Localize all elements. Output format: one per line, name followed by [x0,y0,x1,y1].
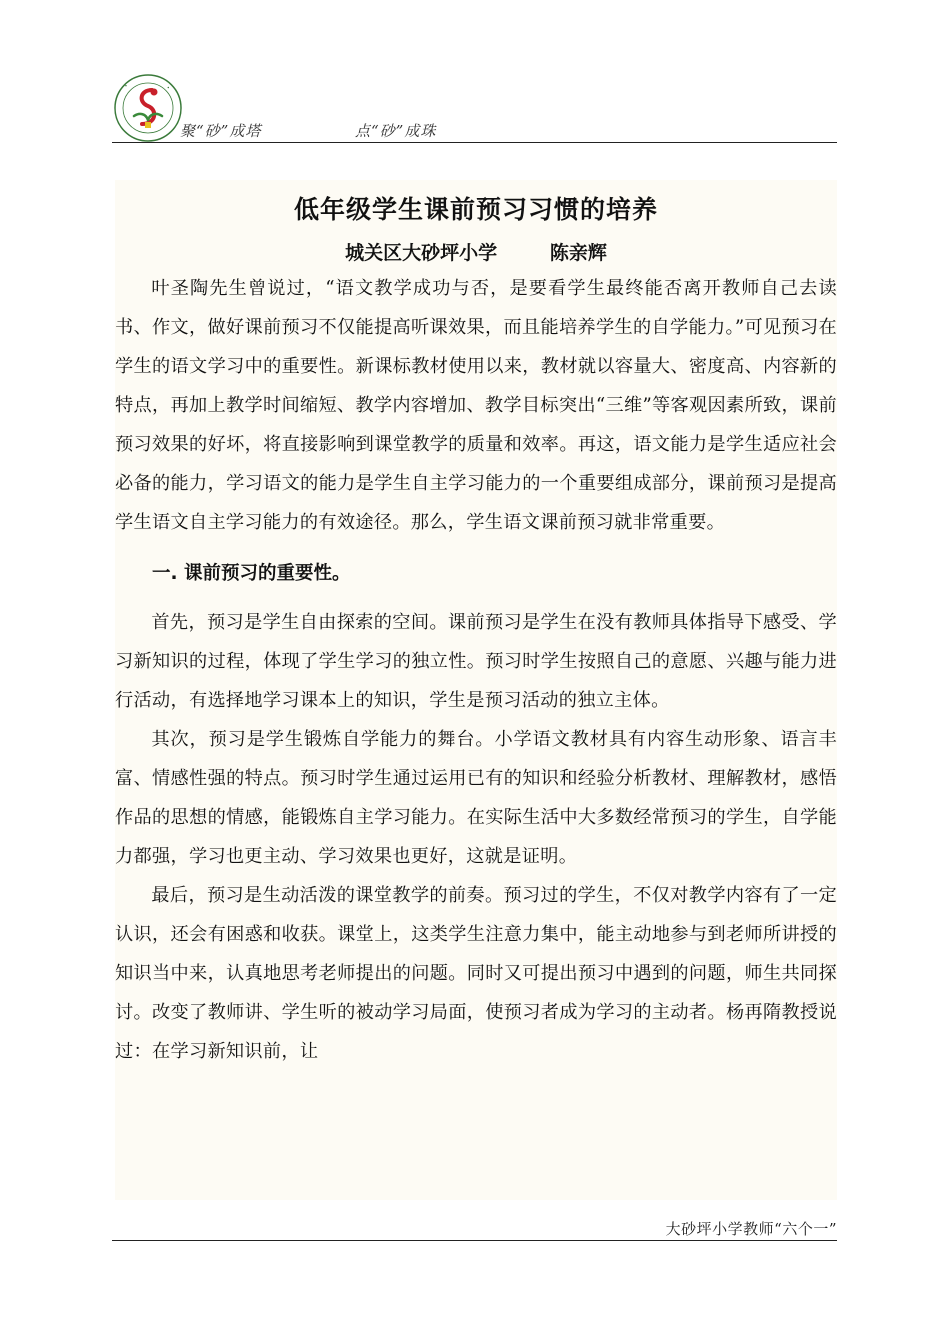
section-paragraph-1: 首先，预习是学生自由探索的空间。课前预习是学生在没有教师具体指导下感受、学习新知识的过程，体现了学生学习的独立性。预习时学生按照自己的意愿、兴趣与能力进行活动，有选择地学习课本上的知识，学生是预习活动的独立主体。 [115,612,837,711]
header-divider [112,142,837,143]
school-logo-icon [112,72,184,144]
section-heading: 一. 课前预习的重要性。 [152,563,351,584]
header-slogan-right: 点“砂”成珠 [355,122,437,140]
footer-divider [112,1240,837,1241]
section-paragraph-2: 其次，预习是学生锻炼自学能力的舞台。小学语文教材具有内容生动形象、语言丰富、情感性强的特点。预习时学生通过运用已有的知识和经验分析教材、理解教材，感悟作品的思想的情感，能锻炼自主学习能力。在实际生活中大多数经常预习的学生，自学能力都强，学习也更主动、学习效果也更好，这就是证明。 [115,729,837,867]
document-body [115,180,837,1200]
page-footer-text: 大砂坪小学教师“六个一” [665,1220,837,1238]
byline-school: 城关区大砂坪小学 [345,242,498,264]
intro-paragraph: 叶圣陶先生曾说过，“语文教学成功与否，是要看学生最终能否离开教师自己去读书、作文，做好课前预习不仅能提高听课效果，而且能培养学生的自学能力。”可见预习在学生的语文学习中的重要性。新课标教材使用以来，教材就以容量大、密度高、内容新的特点，再加上教学时间缩短、教学内容增加、教学目标突出“三维”等客观因素所致，课前预习效果的好坏，将直接影响到课堂教学的质量和效率。再这，语文能力是学生适应社会必备的能力，学习语文的能力是学生自主学习能力的一个重要组成部分，课前预习是提高学生语文自主学习能力的有效途径。那么，学生语文课前预习就非常重要。 [115,278,837,533]
byline-author: 陈亲辉 [549,242,607,264]
svg-text:•: • [123,83,130,90]
header-slogan-left: 聚“砂”成塔 [180,122,262,140]
document-title: 低年级学生课前预习习惯的培养 [293,195,658,224]
byline [115,237,837,269]
svg-text:•: • [164,84,171,92]
section-paragraph-3: 最后，预习是生动活泼的课堂教学的前奏。预习过的学生，不仅对教学内容有了一定认识，还会有困惑和收获。课堂上，这类学生注意力集中，能主动地参与到老师所讲授的知识当中来，认真地思考老师提出的问题。同时又可提出预习中遇到的问题，师生共同探讨。改变了教师讲、学生听的被动学习局面，使预习者成为学习的主动者。杨再隋教授说过：在学习新知识前，让 [115,885,837,1062]
page-header [112,72,837,144]
